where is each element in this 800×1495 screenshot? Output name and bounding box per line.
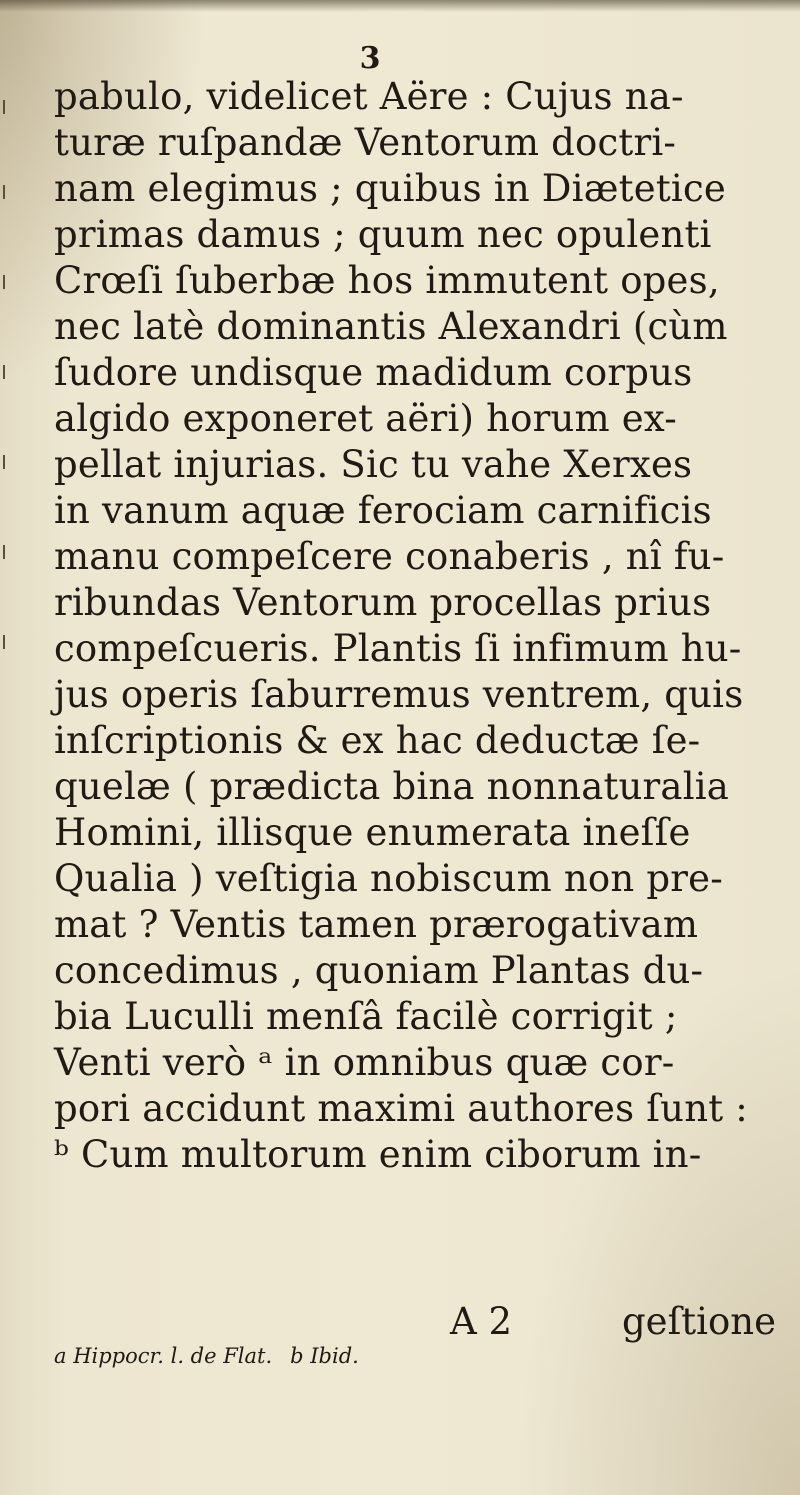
text-line: bia Luculli menſâ facilè corrigit ; bbox=[54, 995, 678, 1038]
text-line: pabulo, videlicet Aëre : Cujus na- bbox=[54, 75, 684, 118]
text-line: algido exponeret aëri) horum ex- bbox=[54, 397, 677, 440]
text-line: ᵇ Cum multorum enim ciborum in- bbox=[54, 1133, 702, 1176]
binding-margin bbox=[0, 90, 10, 710]
footnote-b: b Ibid. bbox=[290, 1344, 359, 1368]
text-line: compeſcueris. Plantis ſi infimum hu- bbox=[54, 627, 742, 670]
page-number: 3 bbox=[359, 41, 381, 76]
text-line: manu compeſcere conaberis , nî fu- bbox=[54, 535, 725, 578]
text-line: Qualia ) veſtigia nobiscum non pre- bbox=[54, 857, 723, 900]
text-line: ribundas Ventorum procellas prius bbox=[54, 581, 712, 624]
text-line: Homini, illisque enumerata ineſſe bbox=[54, 811, 691, 854]
text-line: inſcriptionis & ex hac deductæ ſe- bbox=[54, 719, 701, 762]
text-line: in vanum aquæ ferociam carnificis bbox=[54, 489, 712, 532]
text-line: mat ? Ventis tamen prærogativam bbox=[54, 903, 699, 946]
text-line: Crœſi ſuberbæ hos immutent opes, bbox=[54, 259, 720, 302]
text-line: quelæ ( prædicta bina nonnaturalia bbox=[54, 765, 730, 808]
printer-signature: A 2 bbox=[450, 1300, 513, 1343]
text-line: primas damus ; quum nec opulenti bbox=[54, 213, 712, 256]
text-line: concedimus , quoniam Plantas du- bbox=[54, 949, 704, 992]
text-line: turæ ruſpandæ Ventorum doctri- bbox=[54, 121, 677, 164]
text-line: nec latè dominantis Alexandri (cùm bbox=[54, 305, 728, 348]
text-line: ſudore undisque madidum corpus bbox=[54, 351, 693, 394]
text-line: Venti verò ᵃ in omnibus quæ cor- bbox=[54, 1041, 675, 1084]
body-text bbox=[54, 74, 794, 1178]
text-line: nam elegimus ; quibus in Diætetice bbox=[54, 167, 726, 210]
footnotes bbox=[54, 1342, 359, 1370]
signature-row bbox=[0, 1302, 800, 1342]
text-line: pori accidunt maximi authores ſunt : bbox=[54, 1087, 748, 1130]
catchword: geſtione bbox=[622, 1300, 776, 1343]
text-line: jus operis ſaburremus ventrem, quis bbox=[54, 673, 744, 716]
text-line: pellat injurias. Sic tu vahe Xerxes bbox=[54, 443, 693, 486]
footnote-a: a Hippocr. l. de Flat. bbox=[54, 1344, 273, 1368]
page-edge-shadow bbox=[0, 0, 800, 12]
